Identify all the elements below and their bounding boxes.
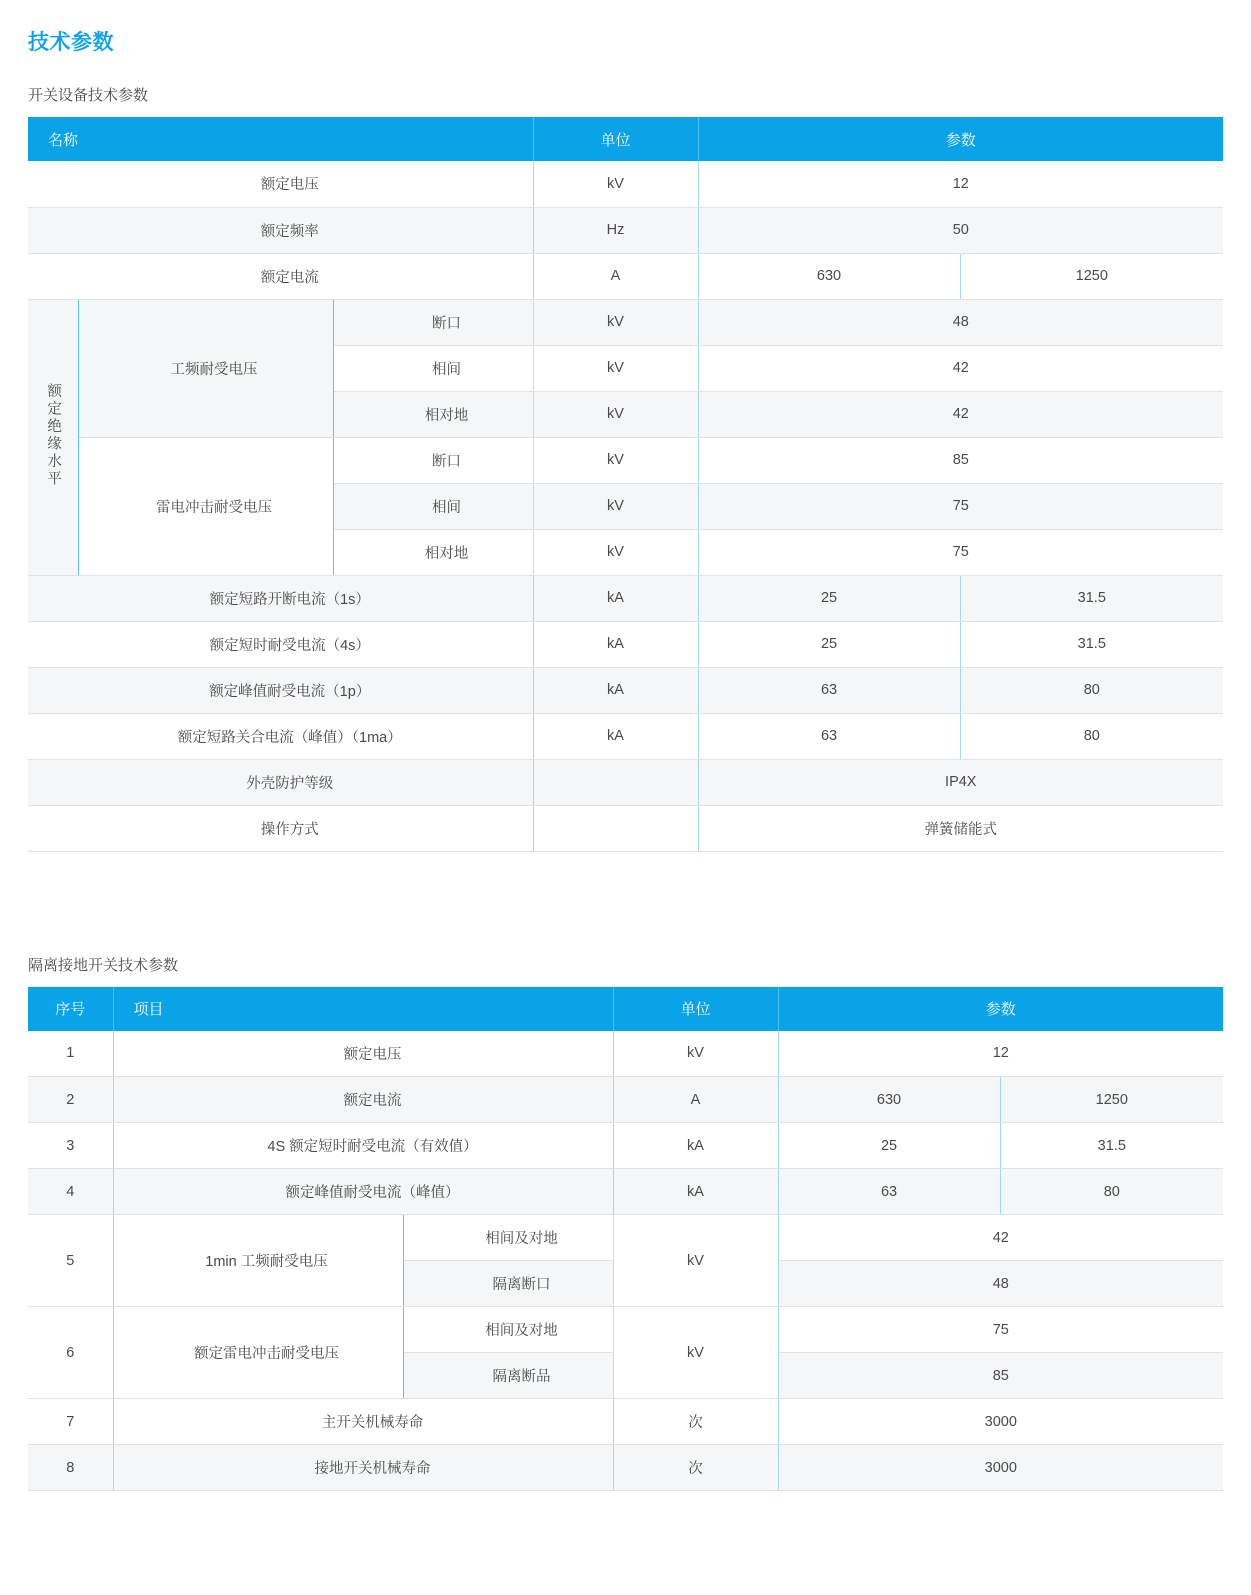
- insulation-item-label: 相对地: [333, 529, 533, 575]
- header-no: 序号: [28, 987, 113, 1031]
- row-value-a: 63: [778, 1169, 1000, 1215]
- header-param: 参数: [778, 987, 1223, 1031]
- row-value-b: 1250: [1000, 1077, 1223, 1123]
- row-label: 外壳防护等级: [28, 759, 533, 805]
- table-row: [28, 437, 1223, 483]
- row-unit: kA: [533, 621, 698, 667]
- insulation-group-label: [28, 299, 78, 575]
- section2-table-wrapper: [28, 987, 1223, 1492]
- table-row: [28, 299, 1223, 345]
- table-row: [28, 621, 1223, 667]
- row-unit: kA: [533, 667, 698, 713]
- sub-item-label: 相间及对地: [403, 1215, 613, 1261]
- table-body: [28, 161, 1223, 851]
- sub-item-label: 相间及对地: [403, 1307, 613, 1353]
- row-value: 48: [698, 299, 1223, 345]
- row-no: 4: [28, 1169, 113, 1215]
- row-no: 5: [28, 1215, 113, 1307]
- row-value: 12: [778, 1031, 1223, 1077]
- row-value-630: 630: [698, 253, 960, 299]
- row-unit: 次: [613, 1445, 778, 1491]
- sub-item-label: 隔离断品: [403, 1353, 613, 1399]
- row-label: 额定峰值耐受电流（1p）: [28, 667, 533, 713]
- table-row: [28, 805, 1223, 851]
- row-unit: kV: [533, 299, 698, 345]
- section2-caption: 隔离接地开关技术参数: [28, 956, 179, 974]
- row-value-b: 80: [1000, 1169, 1223, 1215]
- table-row: [28, 1307, 1223, 1353]
- row-unit: kV: [533, 391, 698, 437]
- row-value: 弹簧储能式: [698, 805, 1223, 851]
- row-label: 额定峰值耐受电流（峰值）: [113, 1169, 613, 1215]
- row-unit: kV: [613, 1215, 778, 1307]
- row-value: 50: [698, 207, 1223, 253]
- row-value-b: 80: [960, 713, 1223, 759]
- row-unit: [533, 805, 698, 851]
- row-value: 85: [698, 437, 1223, 483]
- row-unit: kA: [613, 1123, 778, 1169]
- table-row: [28, 1077, 1223, 1123]
- row-label: 操作方式: [28, 805, 533, 851]
- insulation-item-label: 相间: [333, 483, 533, 529]
- table-row: [28, 1031, 1223, 1077]
- table-row: [28, 253, 1223, 299]
- table-row: [28, 713, 1223, 759]
- row-value-1250: 1250: [960, 253, 1223, 299]
- table-header-row: [28, 117, 1223, 161]
- row-unit: A: [533, 253, 698, 299]
- table-row: [28, 1399, 1223, 1445]
- section1-table-wrapper: [28, 117, 1223, 852]
- row-label: 额定电压: [28, 161, 533, 207]
- table-header-row: [28, 987, 1223, 1031]
- row-value: 42: [778, 1215, 1223, 1261]
- row-no: 1: [28, 1031, 113, 1077]
- row-value-b: 31.5: [960, 621, 1223, 667]
- insulation-group-label-text: 额定绝缘水平: [45, 382, 62, 488]
- row-label: 额定短路开断电流（1s）: [28, 575, 533, 621]
- row-unit: Hz: [533, 207, 698, 253]
- row-value: 42: [698, 391, 1223, 437]
- row-no: 3: [28, 1123, 113, 1169]
- section-spacer: [0, 852, 1251, 926]
- row-label: 接地开关机械寿命: [113, 1445, 613, 1491]
- page-title: 技术参数: [28, 31, 114, 54]
- insulation-subgroup-label: 雷电冲击耐受电压: [78, 437, 333, 575]
- row-label: 4S 额定短时耐受电流（有效值）: [113, 1123, 613, 1169]
- row-value-a: 630: [778, 1077, 1000, 1123]
- table-header: [28, 987, 1223, 1031]
- table-row: [28, 1123, 1223, 1169]
- document-page: [0, 26, 1251, 1491]
- row-unit: A: [613, 1077, 778, 1123]
- row-no: 7: [28, 1399, 113, 1445]
- table-row: [28, 1445, 1223, 1491]
- row-label: 额定电压: [113, 1031, 613, 1077]
- insulation-subgroup-label: 工频耐受电压: [78, 299, 333, 437]
- row-value-a: 63: [698, 713, 960, 759]
- row-unit: kA: [533, 575, 698, 621]
- row-value-b: 31.5: [1000, 1123, 1223, 1169]
- row-value-b: 80: [960, 667, 1223, 713]
- row-unit: kA: [533, 713, 698, 759]
- section1-caption: 开关设备技术参数: [28, 87, 149, 104]
- row-value: 3000: [778, 1445, 1223, 1491]
- row-value: 12: [698, 161, 1223, 207]
- row-unit: kV: [533, 345, 698, 391]
- row-label: 额定电流: [113, 1077, 613, 1123]
- insulation-item-label: 断口: [333, 299, 533, 345]
- row-unit: kV: [613, 1307, 778, 1399]
- row-value-b: 31.5: [960, 575, 1223, 621]
- switchgear-spec-table: [28, 117, 1223, 852]
- insulation-item-label: 断口: [333, 437, 533, 483]
- isolation-earthing-switch-spec-table: [28, 987, 1223, 1492]
- table-row: [28, 1215, 1223, 1261]
- row-value: 85: [778, 1353, 1223, 1399]
- header-name: 名称: [28, 117, 533, 161]
- row-label: 额定频率: [28, 207, 533, 253]
- table-body: [28, 1031, 1223, 1491]
- table-row: [28, 759, 1223, 805]
- row-no: 2: [28, 1077, 113, 1123]
- row-label: 主开关机械寿命: [113, 1399, 613, 1445]
- table-row: [28, 1169, 1223, 1215]
- row-value: 3000: [778, 1399, 1223, 1445]
- row-value: 75: [778, 1307, 1223, 1353]
- row-value: IP4X: [698, 759, 1223, 805]
- row-value: 48: [778, 1261, 1223, 1307]
- row-unit: kV: [533, 483, 698, 529]
- sub-item-label: 隔离断口: [403, 1261, 613, 1307]
- table-row: [28, 161, 1223, 207]
- table-row: [28, 667, 1223, 713]
- row-value-a: 25: [778, 1123, 1000, 1169]
- row-no: 8: [28, 1445, 113, 1491]
- row-unit: kA: [613, 1169, 778, 1215]
- row-unit: kV: [533, 529, 698, 575]
- header-item: 项目: [113, 987, 613, 1031]
- row-no: 6: [28, 1307, 113, 1399]
- row-unit: kV: [533, 161, 698, 207]
- row-unit: kV: [533, 437, 698, 483]
- table-row: [28, 575, 1223, 621]
- insulation-item-label: 相间: [333, 345, 533, 391]
- row-value-a: 25: [698, 621, 960, 667]
- row-label: 额定短路关合电流（峰值）（1ma）: [28, 713, 533, 759]
- row-value: 75: [698, 483, 1223, 529]
- header-param: 参数: [698, 117, 1223, 161]
- group-label: 额定雷电冲击耐受电压: [113, 1307, 403, 1399]
- row-value: 42: [698, 345, 1223, 391]
- row-value-a: 25: [698, 575, 960, 621]
- row-value-a: 63: [698, 667, 960, 713]
- row-unit: [533, 759, 698, 805]
- header-unit: 单位: [613, 987, 778, 1031]
- insulation-item-label: 相对地: [333, 391, 533, 437]
- header-unit: 单位: [533, 117, 698, 161]
- row-label: 额定电流: [28, 253, 533, 299]
- row-unit: 次: [613, 1399, 778, 1445]
- row-value: 75: [698, 529, 1223, 575]
- group-label: 1min 工频耐受电压: [113, 1215, 403, 1307]
- table-row: [28, 207, 1223, 253]
- row-label: 额定短时耐受电流（4s）: [28, 621, 533, 667]
- row-unit: kV: [613, 1031, 778, 1077]
- table-header: [28, 117, 1223, 161]
